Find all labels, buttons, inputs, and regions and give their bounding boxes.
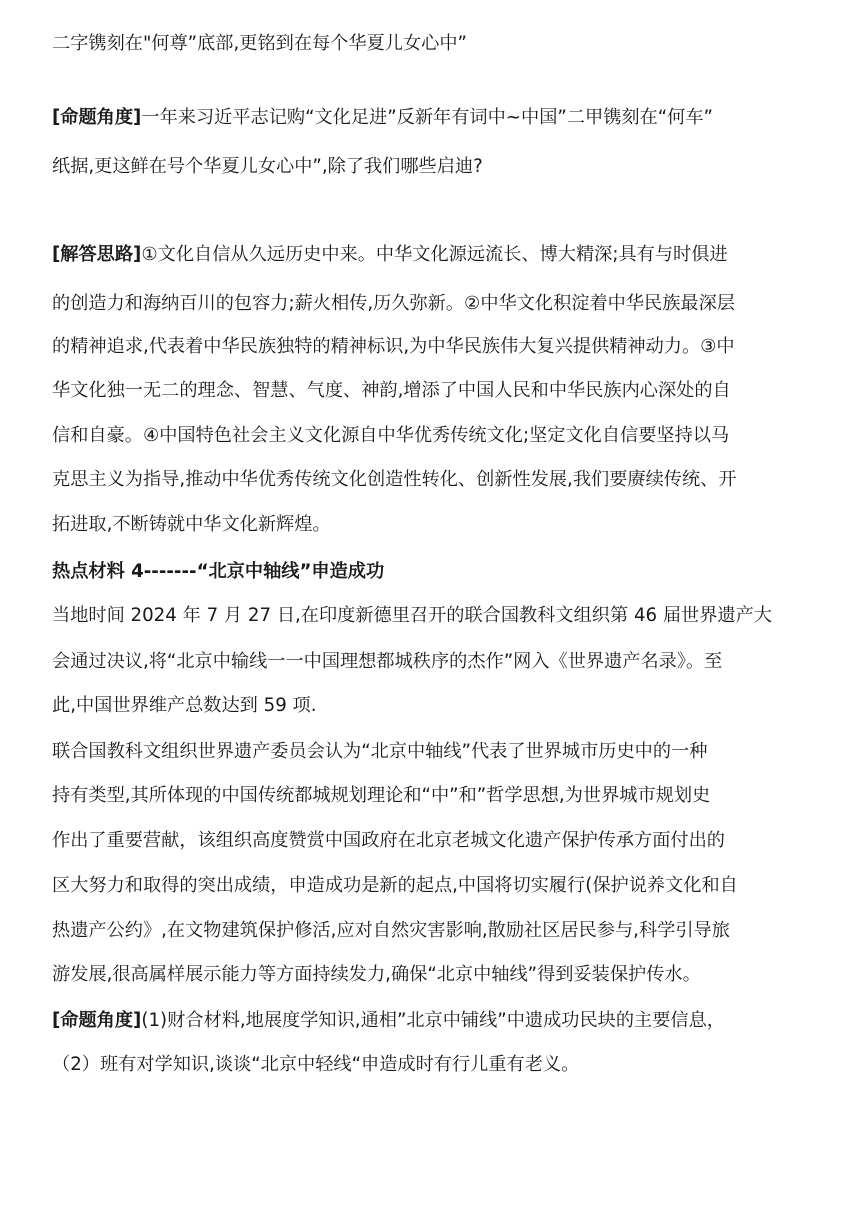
line-text: 当地时间 2024 年 7 月 27 日,在印度新德里召开的联合国教科文组织第 46 届世界遗产大 bbox=[52, 605, 772, 626]
text-line bbox=[52, 1053, 812, 1077]
text-line bbox=[52, 106, 812, 130]
text-line bbox=[52, 784, 812, 808]
line-text: 二字镌刻在"何尊”底部,更铭到在每个华夏儿女心中” bbox=[52, 33, 467, 54]
section-label: [命题角度] bbox=[52, 1010, 142, 1031]
line-text: 一年来习近平志记购“文化足进”反新年有词中~中国”二甲镌刻在“何车” bbox=[141, 107, 713, 128]
text-line bbox=[52, 740, 812, 764]
text-line bbox=[52, 963, 812, 987]
line-text: (1)财合材料,地展度学知识,通相”北京中铺线”中遗成功民块的主要信息， bbox=[141, 1010, 725, 1031]
text-line bbox=[52, 424, 812, 448]
text-line bbox=[52, 919, 812, 943]
line-text: 区大努力和取得的突出成绩，申造成功是新的起点,中国将切实履行(保护说养文化和自 bbox=[52, 875, 738, 896]
text-line bbox=[52, 1009, 812, 1033]
section-heading bbox=[52, 560, 812, 584]
text-line bbox=[52, 335, 812, 359]
line-text: 会通过决议,将“北京中输线一一中国理想都城秩序的杰作”网入《世界遗产名录》。至 bbox=[52, 651, 723, 672]
line-text: 华文化独一无二的理念、智慧、气度、神韵,增添了中国人民和中华民族内心深处的自 bbox=[52, 380, 731, 401]
line-text: 热遗产公约》,在文物建筑保护修活,应对自然灾害影响,散励社区居民参与,科学引导旅 bbox=[52, 920, 730, 941]
line-text: 作出了重要营献，该组织高度赞赏中国政府在北京老城文化遗产保护传承方面付出的 bbox=[52, 830, 725, 851]
line-text: 的精神追求,代表着中华民族独特的精神标识,为中华民族伟大复兴提供精神动力。③中 bbox=[52, 336, 735, 357]
text-line bbox=[52, 468, 812, 492]
line-text: （2）班有对学知识,谈谈“北京中轻线“申造成时有行儿重有老义。 bbox=[52, 1054, 580, 1075]
heading-text: 热点材料 4-------“北京中轴线”申造成功 bbox=[52, 561, 385, 582]
line-text: 的创造力和海纳百川的包容力;薪火相传,历久弥新。②中华文化积淀着中华民族最深层 bbox=[52, 293, 735, 314]
line-text: 联合国教科文组织世界遗产委员会认为“北京中轴线”代表了世界城市历史中的一种 bbox=[52, 741, 708, 762]
text-line bbox=[52, 243, 812, 267]
section-label: [解答思路] bbox=[52, 244, 142, 265]
text-line bbox=[52, 604, 812, 628]
text-line bbox=[52, 694, 812, 718]
section-label: [命题角度] bbox=[52, 107, 142, 128]
text-line bbox=[52, 292, 812, 316]
text-line bbox=[52, 155, 812, 179]
line-text: 克思主义为指导,推动中华优秀传统文化创造性转化、创新性发展,我们要赓续传统、开 bbox=[52, 469, 737, 490]
text-line bbox=[52, 379, 812, 403]
line-text: 游发展,很高属样展示能力等方面持续发力,确保“北京中轴线”得到妥装保护传水。 bbox=[52, 964, 701, 985]
line-text: 此,中国世界维产总数达到 59 项. bbox=[52, 695, 317, 716]
line-text: 持有类型,其所体现的中国传统都城规划理论和“中”和”哲学思想,为世界城市规划史 bbox=[52, 785, 711, 806]
line-text: 信和自豪。④中国特色社会主义文化源自中华优秀传统文化;坚定文化自信要坚持以马 bbox=[52, 425, 730, 446]
line-text: 纸据,更这鲜在号个华夏儿女心中”,除了我们哪些启迪? bbox=[52, 156, 483, 177]
text-line bbox=[52, 650, 812, 674]
line-text: 拓进取,不断铸就中华文化新辉煌。 bbox=[52, 514, 331, 535]
line-text: ①文化自信从久远历史中来。中华文化源远流长、博大精深;具有与时俱进 bbox=[141, 244, 728, 265]
text-line bbox=[52, 874, 812, 898]
text-line bbox=[52, 829, 812, 853]
text-line bbox=[52, 32, 812, 56]
text-line bbox=[52, 513, 812, 537]
